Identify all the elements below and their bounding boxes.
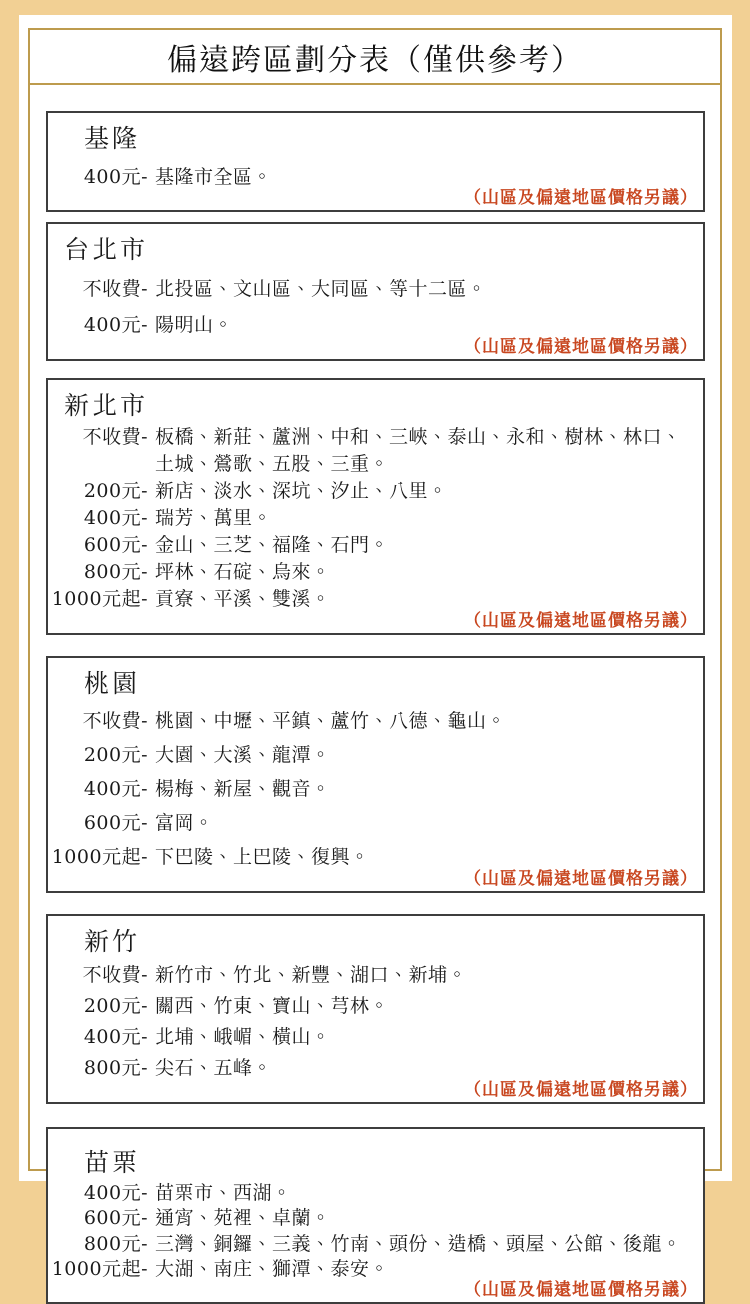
areas-text: 坪林、石碇、烏來。 [155,561,331,584]
price-label: 200元- [83,995,148,1017]
section-heading: 基隆 [84,124,141,153]
areas-text: 板橋、新莊、蘆洲、中和、三峽、泰山、永和、樹林、林口、土城、鶯歌、五股、三重。 [155,426,682,476]
section-taoyuan [46,656,705,892]
price-label: 1000元起- [51,845,148,868]
areas-text: 三灣、銅鑼、三義、竹南、頭份、造橋、頭屋、公館、後龍。 [155,1232,682,1255]
areas-text: 基隆市全區。 [155,165,273,188]
price-label: 800元- [83,1232,148,1255]
section-heading: 桃園 [84,669,141,699]
price-label: 600元- [83,534,148,557]
remote-area-note: （山區及偏遠地區價格另議） [464,1279,698,1300]
price-label: 400元- [83,777,148,800]
sections-container [30,85,720,1304]
price-label: 600元- [83,1207,148,1230]
price-label: 不收費- [82,426,148,449]
price-row [48,424,693,478]
areas-text: 楊梅、新屋、觀音。 [155,777,331,800]
price-row [48,1206,693,1231]
price-row [48,276,693,303]
areas-text: 貢寮、平溪、雙溪。 [155,588,331,611]
price-label: 200元- [83,480,148,503]
price-row [48,1024,693,1051]
price-label: 800元- [83,561,148,584]
section-heading: 新竹 [84,926,141,956]
price-label: 400元- [83,313,148,336]
price-label: 不收費- [82,277,148,300]
areas-text: 陽明山。 [155,313,234,336]
price-label: 400元- [83,507,148,530]
areas-text: 下巴陵、上巴陵、復興。 [155,845,370,868]
section-heading: 新北市 [64,390,149,420]
areas-text: 金山、三芝、福隆、石門。 [155,534,390,557]
price-row [48,1181,693,1206]
section-new-taipei [46,378,705,635]
price-row [48,559,693,586]
document-sheet [19,15,732,1300]
areas-text: 北埔、峨嵋、橫山。 [155,1025,331,1048]
section-hsinchu [46,914,705,1104]
price-label: 800元- [83,1056,148,1079]
remote-area-note: （山區及偏遠地區價格另議） [464,611,698,632]
page-title: 偏遠跨區劃分表（僅供參考） [30,30,720,85]
price-row [48,962,693,989]
section-miaoli [46,1127,705,1304]
areas-text: 新竹市、竹北、新豐、湖口、新埔。 [155,964,468,987]
areas-text: 大園、大溪、龍潭。 [155,743,331,766]
price-row [48,810,693,837]
price-label: 400元- [83,165,148,188]
price-label: 400元- [83,1025,148,1048]
price-label: 1000元起- [51,1257,148,1280]
areas-text: 尖石、五峰。 [155,1056,273,1079]
areas-text: 關西、竹東、寶山、芎林。 [155,995,390,1017]
price-label: 600元- [83,811,148,834]
areas-text: 富岡。 [155,811,214,834]
price-row [48,993,693,1020]
price-label: 200元- [83,743,148,766]
section-heading: 苗栗 [84,1147,141,1177]
price-row [48,708,693,735]
remote-area-note: （山區及偏遠地區價格另議） [464,336,698,357]
remote-area-note: （山區及偏遠地區價格另議） [464,1079,698,1100]
price-row [48,505,693,532]
price-label: 不收費- [82,709,148,732]
areas-text: 通宵、苑裡、卓蘭。 [155,1207,331,1230]
areas-text: 瑞芳、萬里。 [155,507,273,530]
price-row [48,478,693,505]
remote-area-note: （山區及偏遠地區價格另議） [464,188,698,209]
section-heading: 台北市 [64,235,149,265]
areas-text: 新店、淡水、深坑、汐止、八里。 [155,480,448,503]
section-taipei [46,222,705,360]
price-row [48,1232,693,1257]
price-label: 1000元起- [51,588,148,611]
price-row [48,742,693,769]
price-label: 400元- [83,1182,148,1205]
areas-text: 桃園、中壢、平鎮、蘆竹、八德、龜山。 [155,709,507,732]
gold-frame [28,28,722,1300]
areas-text: 北投區、文山區、大同區、等十二區。 [155,277,487,300]
price-label: 不收費- [82,964,148,987]
remote-area-note: （山區及偏遠地區價格另議） [464,868,698,889]
areas-text: 大湖、南庄、獅潭、泰安。 [155,1257,390,1280]
areas-text: 苗栗市、西湖。 [155,1182,292,1205]
section-keelung [46,111,705,212]
price-row [48,776,693,803]
price-row [48,532,693,559]
